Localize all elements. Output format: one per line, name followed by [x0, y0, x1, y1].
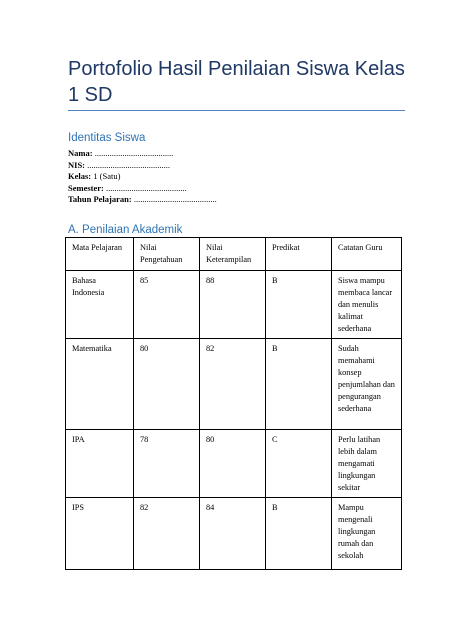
- identity-fields: [68, 148, 217, 206]
- note-cell: Perlu latihan lebih dalam mengamati lingkungan sekitar: [332, 430, 402, 498]
- column-header: Mata Pelajaran: [66, 238, 134, 271]
- knowledge-cell: 80: [134, 339, 200, 430]
- title-underline: [68, 110, 405, 111]
- field-value: .......................................: [131, 194, 217, 205]
- field-value: 1 (Satu): [91, 171, 121, 182]
- table-header-row: [66, 238, 402, 271]
- column-header: Nilai Pengetahuan: [134, 238, 200, 271]
- field-label: Semester:: [68, 182, 104, 193]
- identity-row-tahun: [68, 194, 217, 206]
- grade-cell: B: [266, 498, 332, 570]
- identity-heading: Identitas Siswa: [68, 132, 146, 144]
- table-row: [66, 271, 402, 339]
- section-a-heading: A. Penilaian Akademik: [68, 224, 183, 236]
- grade-cell: C: [266, 430, 332, 498]
- grade-cell: B: [266, 339, 332, 430]
- field-label: Nama:: [68, 148, 93, 158]
- grade-cell: B: [266, 271, 332, 339]
- skill-cell: 84: [200, 498, 266, 570]
- knowledge-cell: 82: [134, 498, 200, 570]
- subject-cell: IPA: [66, 430, 134, 498]
- field-value: ......................................: [103, 182, 187, 193]
- field-label: Kelas:: [68, 171, 92, 182]
- knowledge-cell: 85: [134, 271, 200, 339]
- table-row: [66, 430, 402, 498]
- identity-row-nis: [68, 160, 217, 172]
- skill-cell: 88: [200, 271, 266, 339]
- identity-row-kelas: [68, 171, 217, 183]
- subject-cell: IPS: [66, 498, 134, 570]
- skill-cell: 82: [200, 339, 266, 430]
- note-cell: Mampu mengenali lingkungan rumah dan sekolah: [332, 498, 402, 570]
- subject-cell: Matematika: [66, 339, 134, 430]
- note-cell: Siswa mampu membaca lancar dan menulis kalimat sederhana: [332, 271, 402, 339]
- subject-cell: Bahasa Indonesia: [66, 271, 134, 339]
- field-value: .......................................: [85, 159, 171, 170]
- field-value: .....................................: [92, 148, 174, 158]
- knowledge-cell: 78: [134, 430, 200, 498]
- field-label: Tahun Pelajaran:: [68, 194, 132, 205]
- column-header: Predikat: [266, 238, 332, 271]
- field-label: NIS:: [68, 159, 86, 170]
- note-cell: Sudah memahami konsep penjumlahan dan pengurangan sederhana: [332, 339, 402, 430]
- identity-row-nama: [68, 148, 217, 160]
- identity-row-semester: [68, 183, 217, 195]
- skill-cell: 80: [200, 430, 266, 498]
- table-row: [66, 498, 402, 570]
- table-row: [66, 339, 402, 430]
- column-header: Nilai Keterampilan: [200, 238, 266, 271]
- column-header: Catatan Guru: [332, 238, 402, 271]
- academic-table: [65, 237, 402, 570]
- page-title: Portofolio Hasil Penilaian Siswa Kelas 1 SD: [68, 58, 405, 106]
